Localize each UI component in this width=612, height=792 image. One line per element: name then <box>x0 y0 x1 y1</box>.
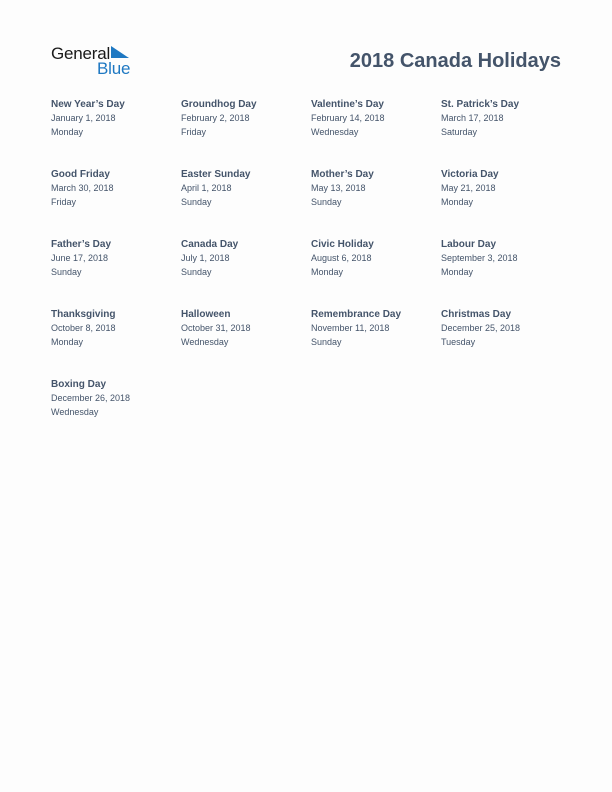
holiday-weekday: Tuesday <box>441 336 476 347</box>
holiday-weekday: Wednesday <box>51 406 99 417</box>
holiday-date: December 25, 2018 <box>441 323 521 333</box>
holiday-name: Labour Day <box>441 239 497 250</box>
holiday-item <box>181 98 311 168</box>
holiday-item <box>441 98 571 168</box>
holiday-item <box>181 308 311 378</box>
holiday-date: August 6, 2018 <box>311 253 372 263</box>
holiday-name: Father’s Day <box>51 239 112 250</box>
holiday-name: Civic Holiday <box>311 239 374 250</box>
holiday-date: March 30, 2018 <box>51 183 114 193</box>
holiday-weekday: Monday <box>51 336 84 347</box>
holiday-date: November 11, 2018 <box>311 323 390 333</box>
holiday-list <box>51 98 571 448</box>
holiday-item <box>441 308 571 378</box>
holiday-name: Boxing Day <box>51 379 107 390</box>
holiday-date: December 26, 2018 <box>51 393 131 403</box>
holiday-weekday: Monday <box>311 266 344 277</box>
holiday-date: May 13, 2018 <box>311 183 366 193</box>
holiday-weekday: Wednesday <box>181 336 229 347</box>
holiday-name: Remembrance Day <box>311 309 402 320</box>
generalblue-logo <box>51 44 141 78</box>
holiday-item <box>441 168 571 238</box>
holiday-date: October 8, 2018 <box>51 323 116 333</box>
holiday-item <box>311 168 441 238</box>
holiday-date: May 21, 2018 <box>441 183 496 193</box>
holiday-weekday: Sunday <box>51 266 82 277</box>
holiday-name: Valentine’s Day <box>311 99 384 110</box>
holiday-weekday: Sunday <box>181 266 212 277</box>
holiday-weekday: Sunday <box>181 196 212 207</box>
holiday-item <box>51 378 181 448</box>
holiday-weekday: Sunday <box>311 336 342 347</box>
holiday-date: June 17, 2018 <box>51 253 109 263</box>
holiday-date: February 2, 2018 <box>181 113 250 123</box>
holiday-date: April 1, 2018 <box>181 183 232 193</box>
holiday-weekday: Sunday <box>311 196 342 207</box>
holiday-weekday: Friday <box>51 196 77 207</box>
holiday-date: March 17, 2018 <box>441 113 504 123</box>
holiday-weekday: Monday <box>441 196 474 207</box>
holiday-date: October 31, 2018 <box>181 323 251 333</box>
holiday-item <box>311 238 441 308</box>
holiday-date: September 3, 2018 <box>441 253 518 263</box>
holiday-item <box>311 98 441 168</box>
holiday-weekday: Monday <box>51 126 84 137</box>
holiday-item <box>51 238 181 308</box>
logo-text-general: General <box>51 44 111 63</box>
holiday-item <box>181 238 311 308</box>
holiday-weekday: Friday <box>181 126 207 137</box>
holiday-name: Halloween <box>181 309 231 320</box>
holiday-weekday: Wednesday <box>311 126 359 137</box>
holiday-name: Thanksgiving <box>51 309 116 320</box>
holiday-name: Mother’s Day <box>311 169 374 180</box>
holiday-weekday: Saturday <box>441 126 478 137</box>
logo-text-blue: Blue <box>97 59 131 78</box>
holiday-date: January 1, 2018 <box>51 113 116 123</box>
holiday-item <box>51 98 181 168</box>
holiday-date: February 14, 2018 <box>311 113 385 123</box>
holiday-item <box>441 238 571 308</box>
holiday-name: Canada Day <box>181 239 239 250</box>
holiday-weekday: Monday <box>441 266 474 277</box>
holiday-name: Christmas Day <box>441 309 512 320</box>
holiday-name: Groundhog Day <box>181 99 257 110</box>
holiday-item <box>181 168 311 238</box>
holiday-name: New Year’s Day <box>51 99 125 110</box>
holiday-name: Easter Sunday <box>181 169 251 180</box>
holiday-name: Victoria Day <box>441 169 499 180</box>
holiday-name: St. Patrick’s Day <box>441 99 520 110</box>
holiday-date: July 1, 2018 <box>181 253 230 263</box>
holiday-name: Good Friday <box>51 169 110 180</box>
holiday-item <box>311 308 441 378</box>
holiday-item <box>51 168 181 238</box>
page-title: 2018 Canada Holidays <box>349 50 561 72</box>
holiday-item <box>51 308 181 378</box>
